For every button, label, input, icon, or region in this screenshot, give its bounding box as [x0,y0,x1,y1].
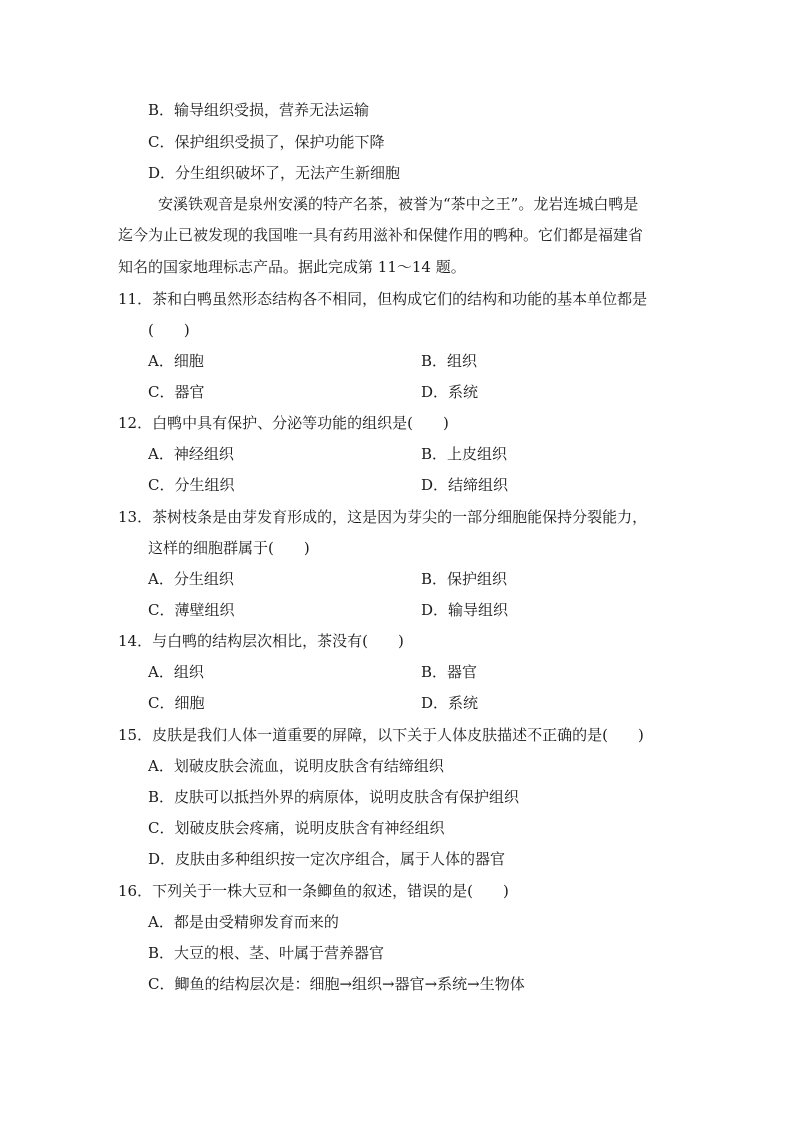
question-11-option-c: C．器官 [148,383,205,401]
question-15-option-c: C．划破皮肤会疼痛，说明皮肤含有神经组织 [148,819,445,837]
prev-option-b: B．输导组织受损，营养无法运输 [148,101,370,119]
question-13-option-d: D．输导组织 [421,601,509,619]
question-16-option-b: B．大豆的根、茎、叶属于营养器官 [148,944,385,962]
question-14-option-c: C．细胞 [148,694,205,712]
question-14-option-a: A．组织 [148,663,204,681]
question-11-option-b: B．组织 [421,352,478,370]
question-12-option-a: A．神经组织 [148,445,234,463]
question-11-option-d: D．系统 [421,383,479,401]
question-15-option-d: D．皮肤由多种组织按一定次序组合，属于人体的器官 [148,850,506,868]
passage-line-2: 迄今为止已被发现的我国唯一具有药用滋补和保健作用的鸭种。它们都是福建省 [118,226,644,244]
question-13-option-a: A．分生组织 [148,570,234,588]
question-11-stem-cont: ( ) [148,321,190,339]
question-15-option-b: B．皮肤可以抵挡外界的病原体，说明皮肤含有保护组织 [148,788,520,806]
question-12-option-c: C．分生组织 [148,476,235,494]
question-14-option-d: D．系统 [421,694,479,712]
prev-option-d: D．分生组织破坏了，无法产生新细胞 [148,164,401,182]
question-12-option-d: D．结缔组织 [421,476,509,494]
question-13-stem-cont: 这样的细胞群属于( ) [148,539,310,557]
question-13-option-c: C．薄壁组织 [148,601,235,619]
question-16-option-a: A．都是由受精卵发育而来的 [148,913,339,931]
question-13-option-b: B．保护组织 [421,570,508,588]
question-16-option-c: C．鲫鱼的结构层次是：细胞→组织→器官→系统→生物体 [148,975,525,993]
question-15-option-a: A．划破皮肤会流血，说明皮肤含有结缔组织 [148,757,444,775]
question-11-option-a: A．细胞 [148,352,204,370]
question-15-stem: 15．皮肤是我们人体一道重要的屏障，以下关于人体皮肤描述不正确的是( ) [118,726,644,744]
passage-line-1: 安溪铁观音是泉州安溪的特产名茶，被誉为“茶中之王”。龙岩连城白鸭是 [158,195,639,213]
question-14-stem: 14．与白鸭的结构层次相比，茶没有( ) [118,632,404,650]
question-12-stem: 12．白鸭中具有保护、分泌等功能的组织是( ) [118,414,449,432]
question-16-stem: 16．下列关于一株大豆和一条鲫鱼的叙述，错误的是( ) [118,882,509,900]
question-11-stem: 11．茶和白鸭虽然形态结构各不相同，但构成它们的结构和功能的基本单位都是 [118,290,648,308]
question-12-option-b: B．上皮组织 [421,445,508,463]
question-13-stem: 13．茶树枝条是由芽发育形成的，这是因为芽尖的一部分细胞能保持分裂能力， [118,508,648,526]
passage-line-3: 知名的国家地理标志产品。据此完成第 11～14 题。 [118,258,466,276]
question-14-option-b: B．器官 [421,663,478,681]
prev-option-c: C．保护组织受损了，保护功能下降 [148,133,385,151]
